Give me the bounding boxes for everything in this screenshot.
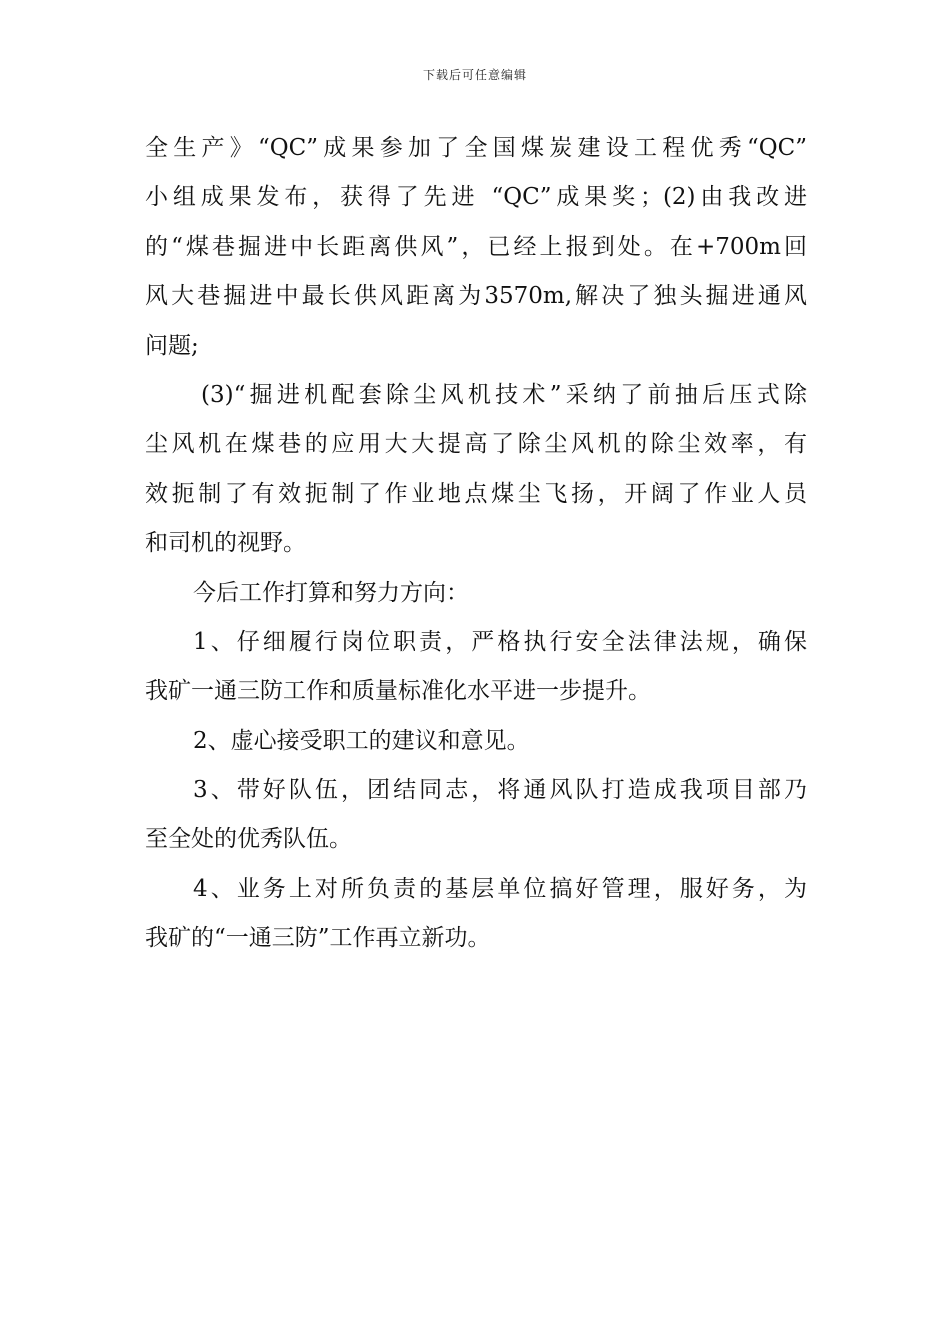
header-note: 下载后可任意编辑 [422,68,527,82]
paragraph-5 [145,717,807,766]
text-line: 尘风机在煤巷的应用大大提高了除尘风机的除尘效率，有 [145,431,807,458]
paragraph-1 [145,124,807,371]
paragraph-4 [145,618,807,717]
text-line: 问题; [145,332,199,359]
text-line: 的“煤巷掘进中长距离供风”，已经上报到处。在+700m回 [145,233,807,260]
text-line: 全生产》“QC”成果参加了全国煤炭建设工程优秀“QC” [145,135,807,161]
paragraph-2 [145,371,807,569]
document-body [145,124,807,964]
paragraph-6 [145,766,807,865]
text-line: 小组成果发布，获得了先进 “QC”成果奖；(2)由我改进 [145,184,807,211]
paragraph-3 [145,569,807,618]
text-line: 1、仔细履行岗位职责，严格执行安全法律法规，确保 [193,628,807,655]
text-line: 3、带好队伍，团结同志，将通风队打造成我项目部乃 [193,777,807,804]
text-line: (3)“掘进机配套除尘风机技术”采纳了前抽后压式除 [201,381,807,408]
text-line: 4、业务上对所负责的基层单位搞好管理，服好务，为 [193,875,807,902]
text-line: 效扼制了有效扼制了作业地点煤尘飞扬，开阔了作业人员 [145,480,807,507]
section-heading: 今后工作打算和努力方向： [193,579,469,606]
text-line: 我矿一通三防工作和质量标准化水平进一步提升。 [145,678,651,705]
text-line: 至全处的优秀队伍。 [145,826,352,853]
text-line: 风大巷掘进中最长供风距离为3570m,解决了独头掘进通风 [145,283,807,310]
paragraph-7 [145,865,807,964]
text-line: 2、虚心接受职工的建议和意见。 [193,727,530,754]
text-line: 我矿的“一通三防”工作再立新功。 [145,925,491,952]
text-line: 和司机的视野。 [145,530,306,557]
